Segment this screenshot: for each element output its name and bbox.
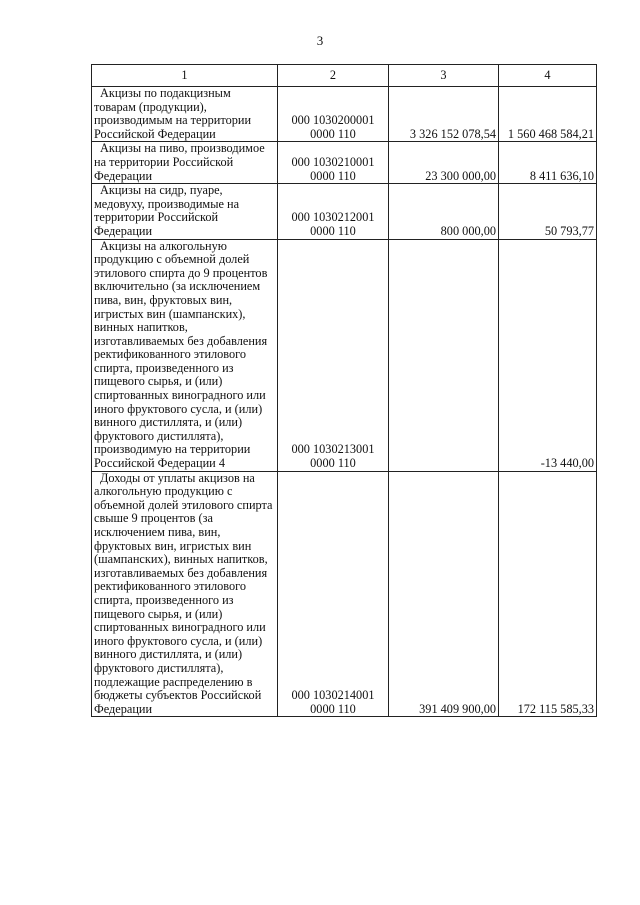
row-name: Акцизы на сидр, пуаре, медовуху, производимые на территории Российской Федерации	[92, 184, 278, 239]
row-code	[278, 87, 389, 142]
row-value-col4: -13 440,00	[499, 239, 597, 471]
revenue-table	[91, 64, 597, 717]
row-code	[278, 142, 389, 184]
table-row	[92, 184, 597, 239]
table-row	[92, 87, 597, 142]
row-code-line2: 0000 110	[310, 456, 356, 471]
row-value-col3: 3 326 152 078,54	[389, 87, 499, 142]
row-value-col3: 391 409 900,00	[389, 471, 499, 717]
row-value-col3: 800 000,00	[389, 184, 499, 239]
table-row	[92, 239, 597, 471]
row-code-line2: 0000 110	[310, 701, 356, 716]
row-name: Акцизы по подакцизным товарам (продукции), производимым на территории Российской Федерации	[92, 87, 278, 142]
row-code-line2: 0000 110	[310, 223, 356, 238]
row-code-line1: 000 1030200001	[291, 113, 375, 128]
row-code	[278, 239, 389, 471]
row-code-line2: 0000 110	[310, 168, 356, 183]
table-header-row	[92, 65, 597, 87]
column-header-3: 3	[389, 65, 499, 87]
column-header-1: 1	[92, 65, 278, 87]
row-value-col4: 1 560 468 584,21	[499, 87, 597, 142]
table-row	[92, 142, 597, 184]
row-name: Доходы от уплаты акцизов на алкогольную продукцию с объемной долей этилового спирта свыше 9 процентов (за исключением пива, вин, фруктовых вин, игристых вин (шампанских), винных напитков, изготавливаемых без добавления ректификованного этилового спирта, произведенного из пищевого сырья, и (или) спиртованных виноградного или иного фруктового сусла, и (или) винного дистиллята, и (или) фруктового дистиллята), подлежащие распределению в бюджеты субъектов Российской Федерации	[92, 471, 278, 717]
column-header-2: 2	[278, 65, 389, 87]
row-value-col4: 172 115 585,33	[499, 471, 597, 717]
row-code-line1: 000 1030213001	[291, 442, 375, 457]
row-code	[278, 184, 389, 239]
row-value-col4: 8 411 636,10	[499, 142, 597, 184]
row-name: Акцизы на алкогольную продукцию с объемной долей этилового спирта до 9 процентов включительно (за исключением пива, вин, фруктовых вин, игристых вин (шампанских), винных напитков, изготавливаемых без добавления ректификованного этилового спирта, произведенного из пищевого сырья, и (или) спиртованных виноградного или иного фруктового сусла, и (или) винного дистиллята, и (или) фруктового дистиллята), производимую на территории Российской Федерации 4	[92, 239, 278, 471]
page-number: 3	[316, 33, 324, 48]
table-row	[92, 471, 597, 717]
row-code-line1: 000 1030214001	[291, 688, 375, 703]
row-code-line1: 000 1030210001	[291, 154, 375, 169]
row-code	[278, 471, 389, 717]
row-value-col4: 50 793,77	[499, 184, 597, 239]
row-code-line2: 0000 110	[310, 126, 356, 141]
row-value-col3: 23 300 000,00	[389, 142, 499, 184]
row-value-col3	[389, 239, 499, 471]
row-code-line1: 000 1030212001	[291, 210, 375, 225]
column-header-4: 4	[499, 65, 597, 87]
row-name: Акцизы на пиво, производимое на территории Российской Федерации	[92, 142, 278, 184]
